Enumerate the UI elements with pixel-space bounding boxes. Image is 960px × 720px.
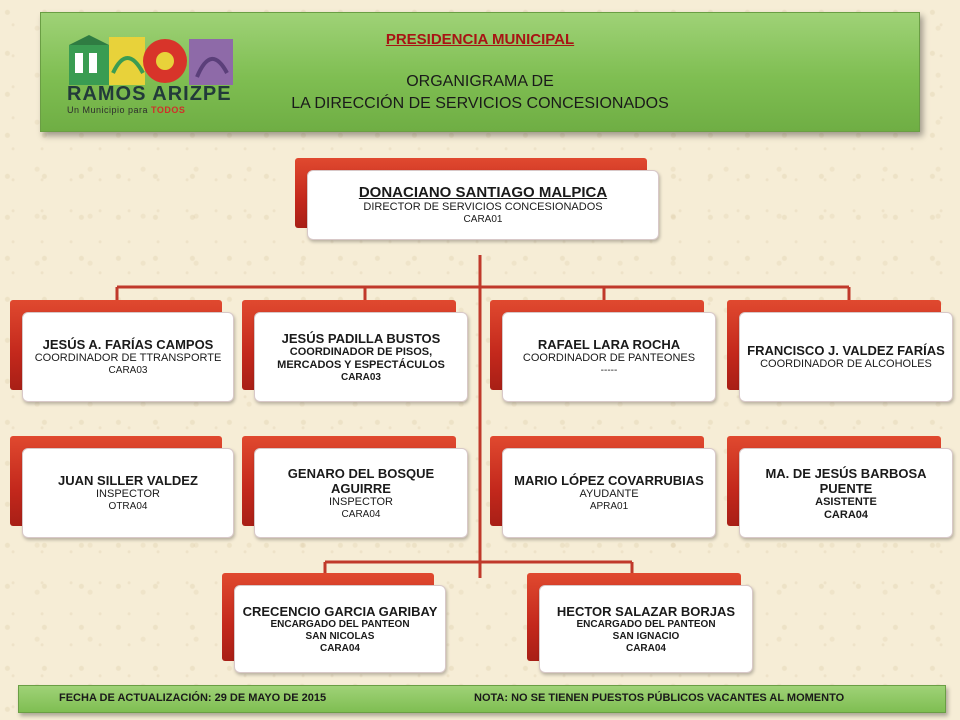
page-title: PRESIDENCIA MUNICIPAL [385, 31, 575, 48]
coordinator-box-transporte [10, 300, 222, 390]
page-subtitle-line2: LA DIRECCIÓN DE SERVICIOS CONCESIONADOS [291, 95, 669, 112]
staff-position: INSPECTOR [96, 488, 160, 500]
box-content [254, 312, 468, 402]
box-content [234, 585, 446, 673]
coordinator-box-alcoholes [727, 300, 945, 390]
box-content [739, 448, 953, 538]
director-code: CARA01 [463, 214, 503, 225]
box-content [307, 170, 659, 240]
staff-code: OTRA04 [108, 501, 148, 512]
staff-box-delbosque [242, 436, 456, 526]
box-content [502, 448, 716, 538]
staff-position: INSPECTOR [329, 495, 393, 508]
coordinator-position: COORDINADOR DE ALCOHOLES [760, 358, 932, 370]
staff-position: ASISTENTE [815, 495, 877, 508]
box-content [502, 312, 716, 402]
staff-code: CARA04 [823, 508, 868, 521]
logo-tagline-text: Un Municipio para [67, 105, 152, 115]
coordinator-name: JESÚS PADILLA BUSTOS [281, 330, 441, 346]
page-subtitle-line1: ORGANIGRAMA DE [406, 73, 554, 90]
caretaker-name: CRECENCIO GARCIA GARIBAY [242, 603, 438, 619]
logo-tagline-accent: TODOS [151, 105, 186, 115]
staff-box-barbosa [727, 436, 941, 526]
box-content [254, 448, 468, 538]
coordinator-box-mercados [242, 300, 456, 390]
staff-name: MA. DE JESÚS BARBOSA PUENTE [765, 465, 927, 496]
footer-bar [18, 685, 946, 713]
staff-box-siller [10, 436, 222, 526]
box-content [739, 312, 953, 402]
staff-code: APRA01 [589, 501, 629, 512]
logo-name: RAMOS ARIZPE [67, 83, 232, 105]
staff-name: GENARO DEL BOSQUE AGUIRRE [287, 465, 435, 496]
coordinator-code: ----- [600, 365, 618, 376]
staff-name: MARIO LÓPEZ COVARRUBIAS [514, 473, 704, 488]
box-content [22, 448, 234, 538]
director-position: DIRECTOR DE SERVICIOS CONCESIONADOS [363, 201, 603, 213]
update-date: FECHA DE ACTUALIZACIÓN: 29 DE MAYO DE 2015 [59, 692, 327, 704]
coordinator-position: COORDINADOR DE TTRANSPORTE [34, 352, 222, 364]
coordinator-name: FRANCISCO J. VALDEZ FARÍAS [747, 343, 945, 358]
caretaker-name: HECTOR SALAZAR BORJAS [556, 603, 736, 619]
director-box [295, 158, 647, 228]
caretaker-code: CARA04 [319, 642, 360, 654]
caretaker-box-sannicolas [222, 573, 438, 661]
staff-box-lopez [490, 436, 704, 526]
coordinator-position: COORDINADOR DE PISOS, MERCADOS Y ESPECTÁCULOS [277, 345, 445, 371]
caretaker-location: SAN IGNACIO [612, 630, 680, 642]
coordinator-name: RAFAEL LARA ROCHA [537, 337, 681, 352]
coordinator-box-panteones [490, 300, 704, 390]
director-name: DONACIANO SANTIAGO MALPICA [358, 184, 608, 201]
coordinator-position: COORDINADOR DE PANTEONES [522, 352, 696, 364]
caretaker-location: SAN NICOLAS [305, 630, 375, 642]
staff-position: AYUDANTE [579, 488, 639, 500]
coordinator-code: CARA03 [340, 371, 381, 383]
coordinator-name: JESÚS A. FARÍAS CAMPOS [42, 337, 214, 352]
vacancy-note: NOTA: NO SE TIENEN PUESTOS PÚBLICOS VACANTES AL MOMENTO [474, 692, 845, 704]
caretaker-position: ENCARGADO DEL PANTEON [576, 618, 716, 630]
caretaker-code: CARA04 [625, 642, 666, 654]
staff-code: CARA04 [341, 508, 381, 520]
caretaker-position: ENCARGADO DEL PANTEON [270, 618, 410, 630]
staff-name: JUAN SILLER VALDEZ [58, 473, 198, 488]
box-content [22, 312, 234, 402]
box-content [539, 585, 753, 673]
coordinator-code: CARA03 [108, 365, 148, 376]
caretaker-box-sanignacio [527, 573, 741, 661]
